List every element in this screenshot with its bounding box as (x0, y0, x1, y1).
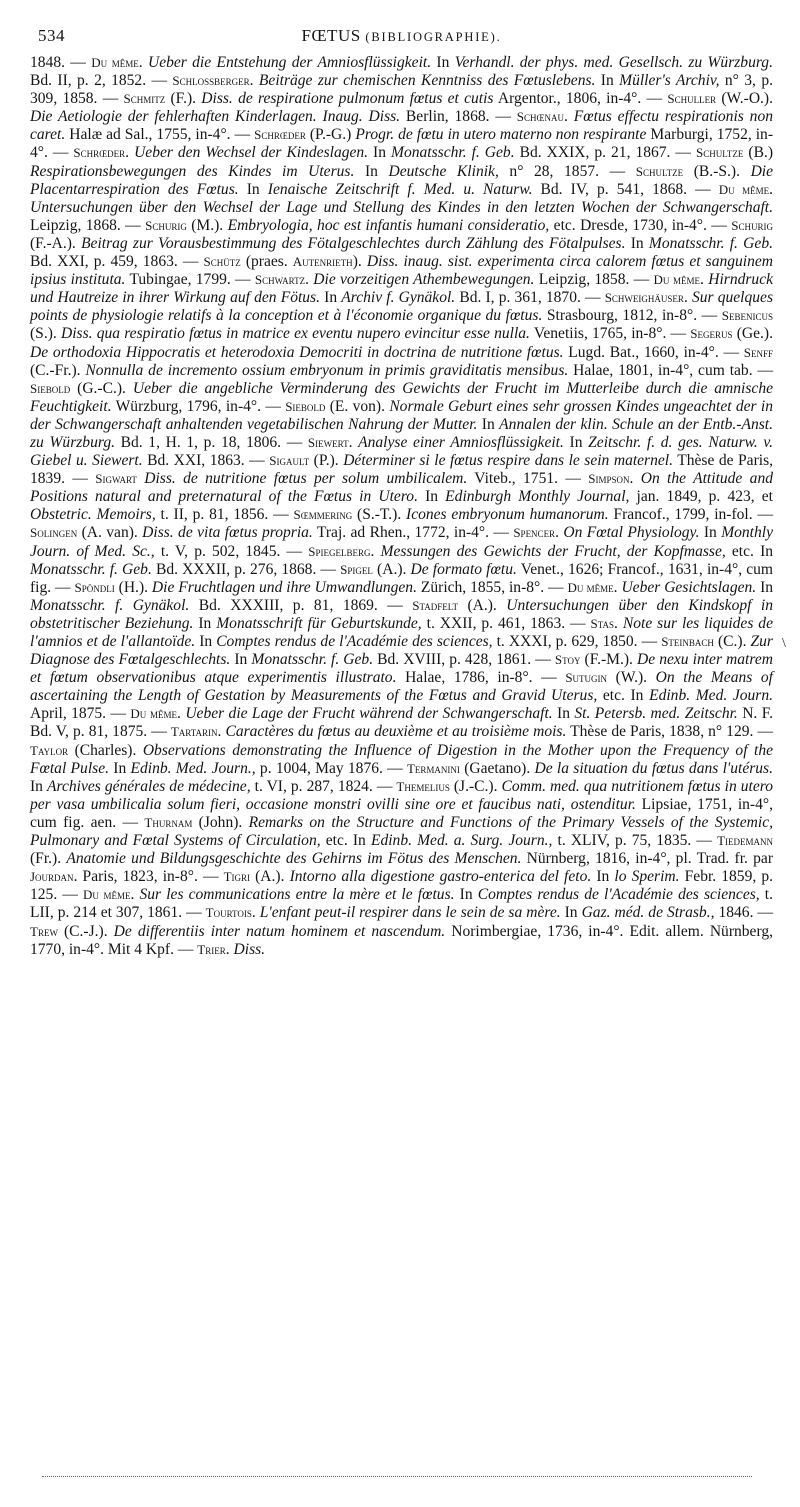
citation-details: Zürich, 1855, in-8°. — (416, 578, 568, 596)
running-header (30, 20, 773, 54)
work-title: Obstetric. Memoirs, (30, 506, 156, 524)
citation-details: . (251, 904, 260, 922)
citation-details: 1846. — (714, 904, 774, 922)
work-title: Ueber Gesichtslagen. (621, 578, 757, 596)
author-name: Sigwart (95, 471, 137, 487)
citation-details: (praes. (240, 253, 293, 271)
author-name: Jourdan (30, 869, 74, 885)
citation-details: In (108, 759, 131, 777)
citation-details: Marburgi, 1752, in-4°. — (30, 126, 774, 162)
citation-details: Halae, 1786, in-8°. — (396, 669, 566, 687)
citation-details: . (138, 54, 148, 71)
citation-details: In (230, 651, 252, 669)
citation-details: Traj. ad Rhen., 1772, in-4°. — (312, 524, 514, 542)
citation-details: (Gaetano). (459, 759, 535, 777)
work-title: Ienaische Zeitschrift f. Med. u. Naturw. (267, 180, 533, 198)
author-name: Du même (83, 887, 131, 903)
work-title: Edinb. Med. Journ. (649, 687, 773, 705)
citation-details: . (555, 524, 564, 542)
author-name: Stadfelt (412, 597, 458, 613)
citation-details: . (348, 433, 359, 451)
citation-details: Lipsiae, 1751, in-4°, cum fig. aen. — (30, 795, 773, 831)
author-name: Autenrieth (292, 254, 353, 270)
citation-details: . (614, 614, 623, 632)
citation-details: Thèse de Paris, 1839. — (30, 452, 774, 488)
work-title: On Fœtal Physiology. (563, 524, 700, 542)
work-title: Sur quelques points de physiologie relatifs à la conception et à l'économie organique du fœtus. (30, 289, 773, 325)
citation-details: (J.-C.). (449, 777, 502, 795)
work-title: Die Placentarrespiration des Fœtus. (30, 162, 774, 198)
citation-details: Bd. 1, H. 1, p. 18, 1806. — (114, 433, 308, 451)
author-name: Du même (567, 579, 614, 595)
author-name: Schurig (731, 217, 773, 233)
citation-details: Bd. XXXII, p. 276, 1868. — (151, 560, 341, 578)
citation-details: In (477, 415, 500, 433)
citation-details: . (305, 271, 314, 289)
citation-details: . (217, 723, 226, 741)
author-name: Sœmmering (293, 507, 353, 523)
citation-details: Bd. II, p. 2, 1852. — (30, 72, 173, 90)
author-name: Sebenicus (721, 308, 773, 324)
citation-details: Leipzig, 1858. — (534, 271, 654, 289)
citation-details: In (431, 54, 455, 71)
work-title: Déterminer si le fœtus respire dans le sein maternel. (343, 452, 673, 470)
work-title: Die Aetiologie der fehlerhaften Kinderlagen. Inaug. Diss. (30, 108, 401, 126)
work-title: Monatsschrift für Geburtskunde, (216, 614, 422, 632)
citation-details: Venetiis, 1765, in-8°. — (529, 325, 691, 343)
citation-details: (C.-J.). (57, 922, 114, 940)
work-title: Beiträge zur chemischen Kenntniss des Fœtuslebens. (258, 72, 596, 90)
author-name: Sigault (269, 453, 310, 469)
work-title: Comptes rendus de l'Académie des sciences, (216, 633, 493, 650)
bibliography-text (30, 54, 773, 959)
citation-details: Viteb., 1751. — (467, 470, 589, 488)
citation-details: (F.-M.). (580, 651, 638, 669)
citation-details: Venet., 1626; Francof., 1631, in-4°, cum fig. — (30, 560, 773, 596)
citation-details: In (563, 433, 589, 451)
citation-details: Lugd. Bat., 1660, in-4°. — (563, 343, 744, 361)
work-title: De differentiis inter natum hominem et nascendum. (113, 922, 446, 940)
author-name: Tigri (223, 869, 251, 885)
work-title: Annalen der klin. Schule an der Entb.-Anst. zu Würzburg. (30, 415, 773, 451)
citation-details: . Paris, 1823, in-8°. — (73, 868, 224, 886)
citation-details: jan. 1849, p. 423, et (629, 488, 773, 506)
citation-details: (C.). (713, 633, 751, 650)
citation-details: (Fr.). (30, 850, 67, 868)
work-title: Fœtus effectu respirationis non caret. (30, 108, 773, 144)
work-title: Monatsschr. f. Geb. (30, 560, 152, 578)
citation-details: . (700, 271, 709, 289)
work-title: De nexu inter matrem et fœtum observationibus atque experimentis illustrato. (30, 651, 773, 687)
author-name: Schuller (667, 91, 717, 107)
work-title: Diss. de respiratione pulmonum fœtus et cutis (201, 90, 494, 108)
author-name: Siebold (285, 398, 326, 414)
citation-details: (A. van). (77, 524, 143, 542)
work-title: Ueber den Wechsel der Kindeslagen. (134, 144, 369, 162)
citation-details: . (130, 886, 140, 904)
work-title: Diss. de nutritione fœtus per solum umbilicalem. (144, 470, 468, 488)
citation-details: April, 1875. — (30, 705, 131, 723)
citation-details: t. XXXI, p. 629, 1850. — (492, 633, 662, 650)
work-title: On the Means of ascertaining the Length of Gestation by Measurements of the Fœtus and Gravid Uterus, (30, 669, 773, 705)
author-name: Termanini (406, 760, 460, 776)
citation-details: . (613, 578, 622, 596)
citation-details: Febr. 1859, p. 125. — (30, 868, 773, 904)
citation-details: . (125, 144, 135, 162)
work-title: Comm. med. qua nutritionem fœtus in utero per vasa umbilicalia solum fieri, occasione monstri ovilli sine ore et faucibus nati, ostenditur. (30, 777, 773, 813)
author-name: Tartarin (170, 724, 218, 740)
author-name: Trier (197, 941, 226, 957)
author-name: Siewert (307, 434, 349, 450)
author-name: Senff (743, 344, 773, 360)
citation-details: (A.). (250, 868, 290, 886)
work-title: Sur les communications entre la mère et le fœtus. (139, 886, 455, 904)
citation-details: Berlin, 1868. — (400, 108, 517, 126)
work-title: Remarks on the Structure and Functions of the Primary Vessels of the Systemic, Pulmonary and Fœtal Systems of Circulation, (30, 813, 773, 850)
citation-details: . (564, 108, 574, 126)
author-name: Steinbach (661, 634, 714, 649)
work-title: Archiv f. Gynäkol. (341, 289, 456, 307)
author-name: Schwartz (254, 272, 306, 288)
work-title: Die vorzeitigen Athembewegungen. (313, 271, 535, 289)
citation-details: t. VI, p. 287, 1824. — (250, 777, 397, 795)
footer-dotted-rule (42, 1476, 752, 1477)
work-title: Die Fruchtlagen und ihre Umwandlungen. (151, 578, 417, 596)
author-name: Stoy (554, 652, 581, 668)
work-title: Monatsschr. f. Geb. (391, 144, 515, 162)
author-name: Taylor (30, 742, 69, 758)
author-name: Schweighäuser (604, 290, 684, 306)
work-title: Diss. inaug. sist. experimenta circa calorem fœtus et sanguinem ipsius instituta. (30, 253, 774, 289)
citation-details: (F.-A.). (30, 234, 82, 252)
citation-details: . (225, 940, 234, 958)
citation-details: Tubingae, 1799. — (125, 271, 255, 289)
work-title: Monatsschr. f. Geb. (251, 651, 374, 669)
work-title: Observations demonstrating the Influence of Digestion in the Mother upon the Frequency of the Fœtal Pulse. (30, 741, 773, 777)
citation-details: Leipzig, 1868. — (30, 216, 146, 234)
citation-details: (E. von). (325, 397, 390, 415)
work-title: L'enfant peut-il respirer dans le sein de sa mère. (259, 904, 561, 922)
running-title-main: FŒTUS (301, 26, 361, 45)
work-title: Diss. (233, 940, 266, 958)
citation-details: Bd. XXI, p. 459, 1863. — (30, 253, 204, 271)
citation-details: (P.-G.) (305, 126, 356, 144)
citation-details: (S.). (30, 325, 61, 343)
author-name: Spencer (513, 525, 556, 541)
author-name: Tiedemann (717, 833, 774, 849)
citation-details: Bd. I, p. 361, 1870. — (455, 289, 605, 307)
citation-details: t. XLIV, p. 75, 1835. — (552, 832, 718, 850)
citation-details: ). (352, 253, 367, 271)
citation-details: In (552, 705, 575, 723)
author-name: Spiegelberg (308, 543, 371, 559)
citation-details: (John). (192, 813, 249, 831)
author-name: Simpson (588, 471, 630, 487)
citation-details: t. LII, p. 214 et 307, 1861. — (30, 886, 774, 922)
citation-details: (H.). (114, 578, 152, 596)
author-name: Du même (130, 706, 178, 722)
work-title: Analyse einer Amniosflüssigkeit. (358, 433, 564, 451)
citation-details: n° 28, 1857. — (498, 162, 636, 180)
work-title: Untersuchungen über den Kindskopf in obstetritischer Beziehung. (30, 596, 773, 632)
author-name: Schultze (635, 163, 684, 179)
author-name: Stas (590, 615, 615, 631)
work-title: Icones embryonum humanorum. (406, 506, 609, 524)
citation-details: . (769, 180, 774, 198)
work-title: Zeitschr. f. d. ges. Naturw. v. Giebel u. Siewert. (30, 433, 773, 470)
work-title: Edinb. Med. a. Surg. Journ., (370, 832, 553, 850)
citation-details: . (370, 542, 381, 560)
running-title-sub: (BIBLIOGRAPHIE). (365, 30, 502, 44)
citation-details: Francof., 1799, in-fol. — (608, 506, 773, 524)
work-title: Gaz. méd. de Strasb., (581, 904, 715, 922)
work-title: Normale Geburt eines sehr grossen Kindes ungeachtet der in der Schwangerschaft anhaltenden vegetabilischen Nahrung der Mutter. (30, 397, 773, 433)
citation-details: (B.-S.). (683, 162, 751, 180)
citation-details: (S.-T.). (352, 506, 407, 524)
citation-details: (W.). (607, 669, 656, 687)
citation-details: (P.). (309, 452, 344, 470)
citation-details: n° 3, p. 309, 1858. — (30, 72, 773, 108)
work-title: Monatsschr. f. Geb. (648, 234, 773, 252)
citation-details: In (195, 633, 217, 650)
citation-details: In (756, 578, 774, 596)
work-title: Untersuchungen über den Wechsel der Lage und Stellung des Kindes in den letzten Wochen der Schwangerschaft. (30, 198, 773, 216)
citation-details: N. F. Bd. V, p. 81, 1875. — (30, 705, 773, 741)
citation-details: In (560, 904, 582, 922)
citation-details: In (417, 488, 446, 506)
author-name: Tourtois (205, 905, 252, 921)
work-title: Edinburgh Monthly Journal, (445, 488, 630, 506)
work-title: Anatomie und Bildungsgeschichte des Gehirns im Fötus des Menschen. (66, 850, 522, 868)
author-name: Trew (30, 923, 58, 939)
citation-details: Halae, 1801, in-4°, cum tab. — (568, 361, 774, 379)
work-title: Intorno alla digestione gastro-enterica del feto. (289, 868, 592, 886)
citation-details: t. II, p. 81, 1856. — (155, 506, 294, 524)
citation-details: Bd. IV, p. 541, 1868. — (532, 180, 719, 198)
citation-details: 1848. — (30, 54, 92, 71)
citation-details: . (177, 705, 186, 723)
citation-details: In (354, 162, 389, 180)
citation-details: In (238, 180, 268, 198)
author-name: Schœnau (516, 109, 565, 125)
citation-details: (M.). (186, 216, 228, 234)
author-name: Du même (91, 55, 139, 70)
work-title: Monatsschr. f. Gynäkol. (30, 596, 190, 614)
citation-details: etc. In (725, 542, 774, 560)
citation-details: (Ge.). (732, 325, 773, 343)
citation-details: Bd. XXXIII, p. 81, 1869. — (189, 596, 413, 614)
author-name: Schlossberger (172, 73, 250, 89)
work-title: Ueber die angebliche Verminderung des Gewichts der Frucht im Mutterleibe durch die amnische Feuchtigkeit. (30, 379, 773, 415)
citation-details: etc. In (597, 687, 650, 705)
author-name: Schmitz (123, 91, 166, 107)
author-name: Themelius (396, 778, 450, 794)
author-name: Segerus (690, 326, 733, 342)
citation-details: Bd. XXIX, p. 21, 1867. — (514, 144, 696, 162)
citation-details: Halæ ad Sal., 1755, in-4°. — (65, 126, 255, 144)
citation-details: Argentor., 1806, in-4°. — (493, 90, 668, 108)
citation-details: . (629, 470, 641, 488)
work-title: On the Attitude and Positions natural and preternatural of the Fœtus in Utero. (30, 470, 773, 506)
citation-details: In (591, 868, 615, 886)
citation-details: In (625, 234, 649, 252)
citation-details: Würzburg, 1796, in-4°. — (111, 397, 286, 415)
author-name: Du même (653, 272, 701, 288)
work-title: Note sur les liquides de l'amnios et de l'allantoïde. (30, 614, 773, 650)
work-title: Nonnulla de incremento ossium embryonum in primis graviditatis mensibus. (85, 361, 569, 379)
work-title: Edinb. Med. Journ., (130, 759, 256, 777)
work-title: Hirndruck und Hautreize in ihrer Wirkung auf den Fötus. (30, 271, 774, 307)
work-title: Messungen des Gewichts der Frucht, der Kopfmasse, (380, 542, 726, 560)
author-name: Schütz (203, 254, 241, 270)
citation-details: (W.-O.). (716, 90, 773, 108)
citation-details: Bd. XXI, 1863. — (142, 452, 270, 470)
work-title: Deutsche Klinik, (388, 162, 499, 180)
author-name: Sutugin (565, 670, 608, 686)
running-title (30, 26, 773, 46)
author-name: Schrœder (73, 145, 126, 161)
citation-details: In (30, 777, 47, 795)
citation-details: (A.). (372, 560, 411, 578)
work-title: Ueber die Entstehung der Amniosflüssigkeit. (147, 54, 432, 71)
citation-details: (G.-C.). (70, 379, 133, 397)
citation-details: In (320, 289, 342, 307)
citation-details: In (368, 144, 392, 162)
author-name: Du même (718, 181, 770, 197)
author-name: Schultze (695, 145, 744, 161)
page-number: 534 (38, 26, 65, 45)
author-name: Spöndli (74, 579, 115, 595)
citation-details: (F.). (165, 90, 202, 108)
work-title: De formato fœtu. (410, 560, 517, 578)
citation-details: Thèse de Paris, 1838, n° 129. — (566, 723, 773, 741)
author-name: Siebold (30, 380, 71, 396)
citation-details: (C.-Fr.). (30, 361, 86, 379)
citation-details: . (249, 72, 259, 90)
citation-details: Strasbourg, 1812, in-8°. — (542, 307, 722, 325)
author-name: Schrœder (254, 127, 306, 143)
work-title: Zur Diagnose des Fœtalgeschlechts. (30, 633, 773, 669)
work-title: Monthly Journ. of Med. Sc., (30, 524, 773, 560)
citation-details: (Charles). (68, 741, 143, 759)
work-title: St. Petersb. med. Zeitschr. (574, 705, 738, 723)
citation-details: etc. In (320, 832, 371, 850)
citation-details: In (454, 886, 478, 904)
work-title: Progr. de fœtu in utero materno non respirante (355, 126, 647, 144)
citation-details: . (683, 289, 692, 307)
work-title: lo Sperim. (614, 868, 680, 886)
citation-details: (A.). (457, 596, 507, 614)
work-title: De orthodoxia Hippocratis et heterodoxia Democriti in doctrina de nutritione fœtus. (30, 343, 564, 361)
citation-details: Bd. XVIII, p. 428, 1861. — (373, 651, 555, 669)
author-name: Solingen (30, 525, 78, 541)
work-title: Müller's Archiv, (619, 72, 720, 90)
work-title: Comptes rendus de l'Académie des sciences, (477, 886, 760, 904)
citation-details: Nürnberg, 1816, in-4°, pl. Trad. fr. par (521, 850, 773, 868)
margin-mark: \ (782, 636, 786, 651)
citation-details: t. XXII, p. 461, 1863. — (421, 614, 591, 632)
citation-details: (B.) (743, 144, 773, 162)
work-title: De la situation du fœtus dans l'utérus. (534, 759, 773, 777)
work-title: Beitrag zur Vorausbestimmung des Fötalgeschlechtes durch Zählung des Fötalpulses. (81, 234, 626, 252)
author-name: Spigel (340, 561, 373, 577)
work-title: Archives générales de médecine, (46, 777, 251, 795)
work-title: Respirationsbewegungen des Kindes im Uterus. (30, 162, 355, 180)
citation-details: In (699, 524, 722, 542)
citation-details: etc. Dresde, 1730, in-4°. — (549, 216, 732, 234)
work-title: Caractères du fœtus au deuxième et au troisième mois. (225, 723, 567, 741)
author-name: Schurig (145, 217, 187, 233)
citation-details: p. 1004, May 1876. — (255, 759, 407, 777)
work-title: Ueber die Lage der Frucht während der Schwangerschaft. (185, 705, 553, 723)
citation-details: Norimbergiae, 1736, in-4°. Edit. allem. Nürnberg, 1770, in-4°. Mit 4 Kpf. — (30, 922, 774, 958)
citation-details: In (193, 614, 217, 632)
citation-details: t. V, p. 502, 1845. — (154, 542, 309, 560)
work-title: Embryologia, hoc est infantis humani consideratio, (227, 216, 550, 234)
citation-details: In (595, 72, 620, 90)
author-name: Thurnam (144, 814, 193, 830)
work-title: Diss. de vita fœtus propria. (142, 524, 313, 542)
work-title: Diss. qua respiratio fœtus in matrice ex eventu nupero evincitur esse nulla. (60, 325, 530, 343)
work-title: Verhandl. der phys. med. Gesellsch. zu Würzburg. (454, 54, 773, 71)
